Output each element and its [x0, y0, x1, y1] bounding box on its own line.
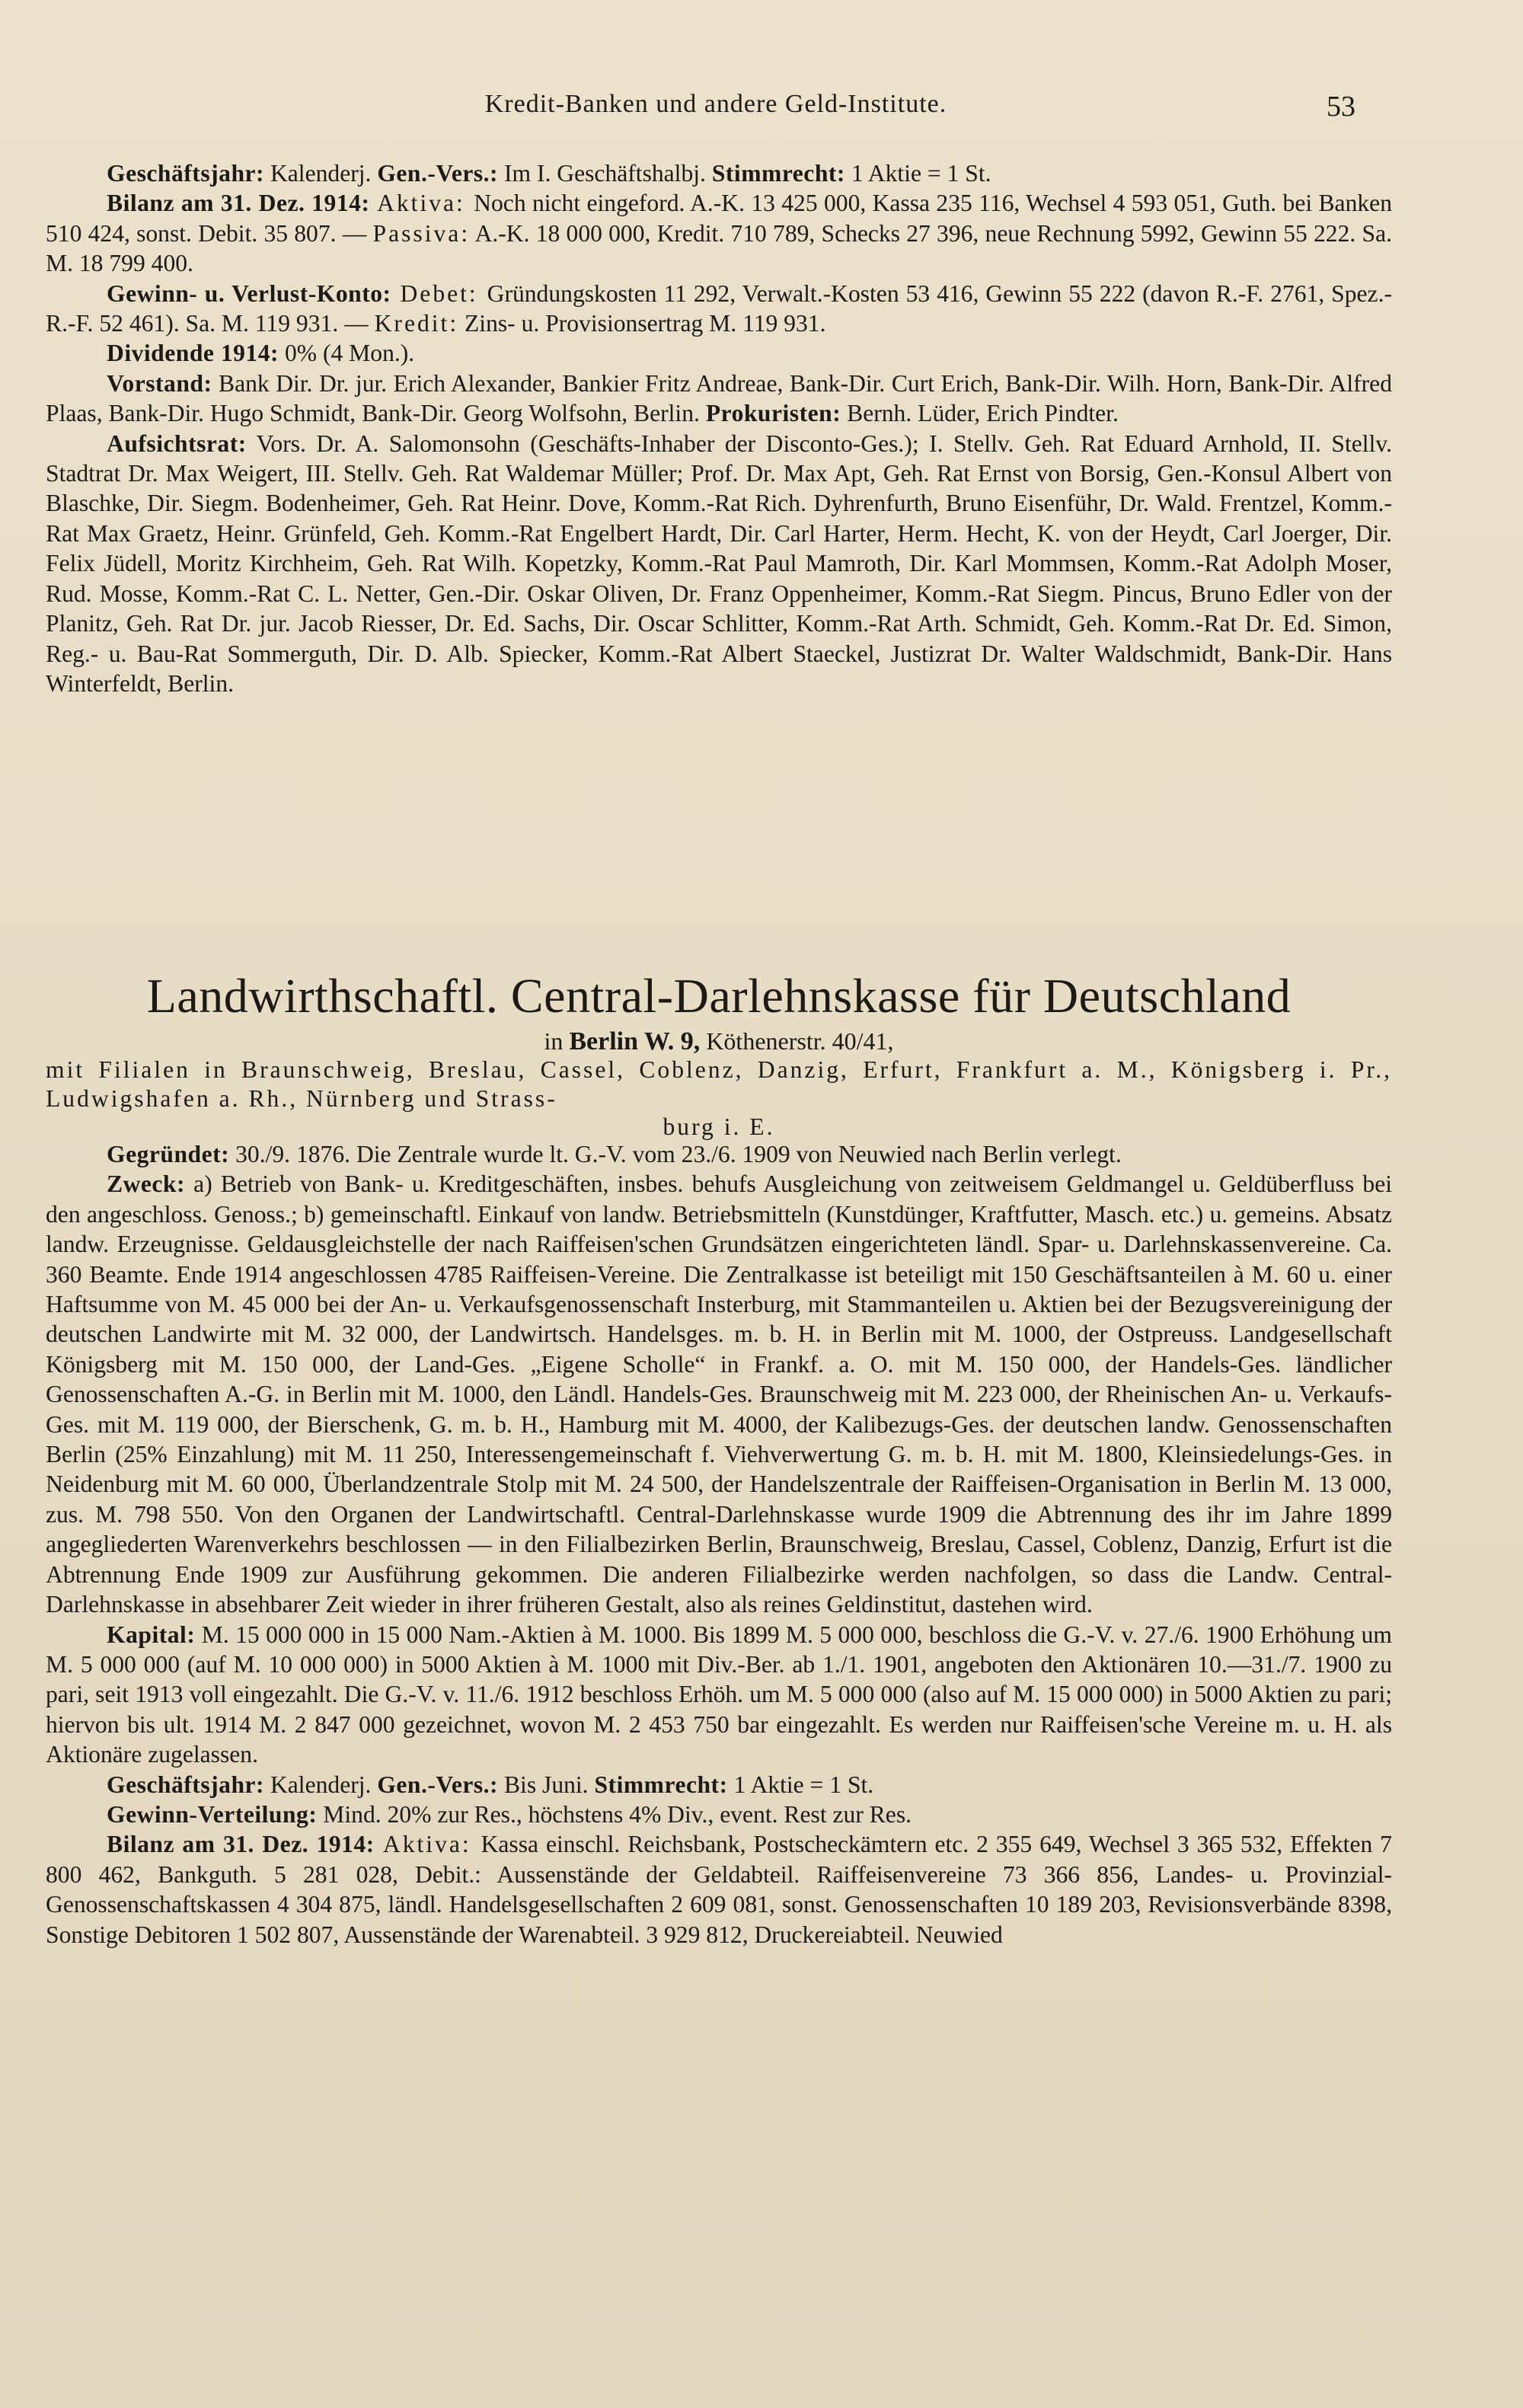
text-zweck: a) Betrieb von Bank- u. Kreditgeschäften, insbes. behufs Ausgleichung von zeitweisem Geldmangel u. Geldüberfluss bei den angeschloss. Genoss.; b) gemeinschaftl. Einkauf von landw. Betriebsmitteln (Kunstdünger, Kraftfutter, Masch. etc.) u. gemeins. Absatz landw. Erzeugnisse. Geldausgleichstelle der nach Raiffeisen'schen Grundsätzen eingerichteten ländl. Spar- u. Darlehnskassenvereine. Ca. 360 Beamte. Ende 1914 angeschlossen 4785 Raiffeisen-Vereine. Die Zentralkasse ist beteiligt mit 150 Geschäftsanteilen à M. 60 u. einer Haftsumme von M. 45 000 bei der An- u. Verkaufsgenossenschaft Insterburg, mit Stammanteilen u. Aktien bei der Bezugsvereinigung der deutschen Landwirte mit M. 32 000, der Landwirtsch. Handelsges. m. b. H. in Berlin mit M. 1000, der Ostpreuss. Landgesellschaft Königsberg mit M. 150 000, der Land-Ges. „Eigene Scholle“ in Frankf. a. O. mit M. 150 000, der Handels-Ges. ländlicher Genossenschaften A.-G. in Berlin mit M. 1000, den Ländl. Handels-Ges. Braunschweig mit M. 223 000, der Rheinischen An- u. Verkaufs-Ges. mit M. 119 000, der Bierschenk, G. m. b. H., Hamburg mit M. 4000, der Kalibezugs-Ges. der deutschen landw. Genossenschaften Berlin (25% Einzahlung) mit M. 11 250, Interessengemeinschaft f. Viehverwertung G. m. b. H. mit M. 1800, Kleinsiedelungs-Ges. in Neidenburg mit M. 60 000, Überlandzentrale Stolp mit M. 24 500, der Handelszentrale der Raiffeisen-Organisation in Berlin M. 13 000, zus. M. 798 550. Von den Organen der Landwirtschaftl. Central-Darlehnskasse wurde 1909 die Abtrennung des ihr im Jahre 1899 angegliederten Warenverkehrs beschlossen — in den Filialbezirken Berlin, Braunschweig, Breslau, Cassel, Coblenz, Danzig, Erfurt ist die Abtrennung Ende 1909 zur Ausführung gekommen. Die anderen Filialbezirke werden nachfolgen, so dass die Landw. Central-Darlehnskasse in absehbarer Zeit wieder in ihrer früheren Gestalt, also als reines Geldinstitut, dastehen wird. [46, 1170, 1392, 1618]
label-bilanz: Bilanz am 31. Dez. 1914: [107, 190, 370, 217]
founded-line [46, 1139, 1392, 1169]
purpose-paragraph [46, 1169, 1392, 1619]
label-gegruendet: Gegründet: [107, 1141, 230, 1167]
page-number: 53 [1327, 91, 1355, 123]
text-kapital: M. 15 000 000 in 15 000 Nam.-Aktien à M. 1000. Bis 1899 M. 5 000 000, beschloss die G.-V. v. 27./6. 1900 Erhöhung um M. 5 000 000 (auf M. 10 000 000) in 5000 Aktien à M. 1000 mit Div.-Ber. ab 1./1. 1901, angeboten den Aktionären 10.—31./7. 1900 zu pari, seit 1913 voll eingezahlt. Die G.-V. v. 11./6. 1912 beschloss Erhöh. um M. 5 000 000 (also auf M. 15 000 000) in 5000 Aktien zu pari; hiervon bis ult. 1914 M. 2 847 000 gezeichnet, wovon M. 2 453 750 bar eingezahlt. Es werden nur Raiffeisen'sche Vereine m. u. H. als Aktionäre zugelassen. [46, 1621, 1392, 1768]
text-stimmrecht-2: 1 Aktie = 1 St. [727, 1771, 874, 1798]
text-aktiva-2: Kassa einschl. Reichsbank, Postscheckämtern etc. 2 355 649, Wechsel 3 365 532, Effekten 7 800 462, Bankguth. 5 281 028, Debit.: Aussenstände der Geldabteil. Raiffeisenvereine 73 366 856, Landes- u. Provinzial-Genossenschaftskassen 4 304 875, ländl. Handelsgesellschaften 2 609 081, sonst. Genossenschaften 10 189 203, Revisionsverbände 8398, Sonstige Debitoren 1 502 807, Aussenstände der Warenabteil. 3 929 812, Druckereiabteil. Neuwied [46, 1831, 1392, 1948]
label-debet: Debet: [391, 279, 487, 307]
kredit-bank-entry [46, 158, 1392, 698]
dividend-line [46, 338, 1392, 368]
text-aktiva: Noch nicht eingeford. A.-K. 13 425 000, Kassa 235 116, Wechsel 4 593 051, Guth. bei Banken 510 424, sonst. Debit. 35 807. — [46, 190, 1392, 247]
label-kapital: Kapital: [107, 1621, 196, 1648]
label-stimmrecht-2: Stimmrecht: [594, 1771, 728, 1798]
label-bilanz-2: Bilanz am 31. Dez. 1914: [107, 1831, 375, 1858]
business-year-line-2 [46, 1770, 1392, 1800]
balance-sheet [46, 188, 1392, 278]
label-kredit: Kredit: [374, 310, 459, 337]
running-head: Kredit-Banken und andere Geld-Institute. [484, 90, 947, 118]
label-gen-vers-2: Gen.-Vers.: [377, 1771, 499, 1798]
text-geschaeftsjahr: Kalenderj. [264, 160, 378, 187]
label-aufsichtsrat: Aufsichtsrat: [107, 430, 247, 457]
text-gen-vers: Im I. Geschäftshalbj. [498, 160, 712, 187]
profit-loss-account [46, 279, 1392, 339]
text-kredit: Zins- u. Provisionsertrag M. 119 931. [458, 310, 826, 337]
text-gegruendet: 30./9. 1876. Die Zentrale wurde lt. G.-V. vom 23./6. 1909 von Neuwied nach Berlin verlegt. [229, 1141, 1122, 1167]
location-address: Köthenerstr. 40/41, [700, 1027, 894, 1055]
branches-main: mit Filialen in Braunschweig, Breslau, Cassel, Coblenz, Danzig, Erfurt, Frankfurt a. M., Königsberg i. Pr., Ludwigshafen a. Rh., Nürnberg und Strass- [46, 1056, 1392, 1112]
capital-paragraph [46, 1620, 1392, 1770]
label-prokuristen: Prokuristen: [705, 400, 841, 427]
text-passiva: A.-K. 18 000 000, Kredit. 710 789, Schecks 27 396, neue Rechnung 5992, Gewinn 55 222. Sa. M. 18 799 400. [46, 219, 1392, 277]
label-gen-vers: Gen.-Vers.: [377, 160, 499, 187]
label-aktiva: Aktiva: [369, 190, 474, 217]
text-gewinn-verteilung: Mind. 20% zur Res., höchstens 4% Div., event. Rest zur Res. [317, 1800, 912, 1828]
text-stimmrecht: 1 Aktie = 1 St. [845, 160, 991, 187]
profit-distribution-line [46, 1800, 1392, 1829]
text-prokuristen: Bernh. Lüder, Erich Pindter. [841, 400, 1119, 427]
label-stimmrecht: Stimmrecht: [711, 160, 845, 187]
location-prefix: in [544, 1027, 570, 1055]
branches-list [46, 1055, 1392, 1142]
label-vorstand: Vorstand: [107, 369, 212, 397]
label-geschaeftsjahr: Geschäftsjahr: [107, 160, 265, 187]
text-vorstand: Bank Dir. Dr. jur. Erich Alexander, Bankier Fritz Andreae, Bank-Dir. Curt Erich, Bank-Dir. Wilh. Horn, Bank-Dir. Alfred Plaas, Bank-Dir. Hugo Schmidt, Bank-Dir. Georg Wolfsohn, Berlin. [46, 369, 1392, 427]
text-dividende: 0% (4 Mon.). [279, 340, 415, 367]
label-geschaeftsjahr-2: Geschäftsjahr: [107, 1771, 265, 1798]
label-passiva: Passiva: [372, 219, 471, 247]
business-year-line [46, 158, 1392, 188]
text-debet: Gründungskosten 11 292, Verwalt.-Kosten 53 416, Gewinn 55 222 (davon R.-F. 2761, Spez.-R.-F. 52 461). Sa. M. 119 931. — [46, 279, 1392, 337]
label-dividende: Dividende 1914: [107, 340, 279, 367]
institution-location [46, 1027, 1392, 1056]
branches-last: burg i. E. [663, 1113, 775, 1140]
institution-heading: Landwirthschaftl. Central-Darlehnskasse für Deutschland [146, 969, 1292, 1023]
label-gewinn-verteilung: Gewinn-Verteilung: [107, 1800, 318, 1828]
text-geschaeftsjahr-2: Kalenderj. [264, 1771, 378, 1798]
balance-sheet-2 [46, 1829, 1392, 1950]
text-gen-vers-2: Bis Juni. [498, 1771, 595, 1798]
darlehnskasse-entry [46, 1139, 1392, 1950]
location-city: Berlin W. 9, [569, 1027, 701, 1055]
board-of-directors [46, 369, 1392, 429]
label-gewinn-verlust: Gewinn- u. Verlust-Konto: [107, 279, 391, 307]
text-aufsichtsrat: Vors. Dr. A. Salomonsohn (Geschäfts-Inhaber der Disconto-Ges.); I. Stellv. Geh. Rat Eduard Arnhold, II. Stellv. Stadtrat Dr. Max Weigert, III. Stellv. Geh. Rat Waldemar Müller; Prof. Dr. Max Apt, Geh. Rat Ernst von Borsig, Gen.-Konsul Albert von Blaschke, Dir. Siegm. Bodenheimer, Geh. Rat Heinr. Dove, Komm.-Rat Rich. Dyhrenfurth, Bruno Eisenführ, Dr. Wald. Frentzel, Komm.-Rat Max Graetz, Heinr. Grünfeld, Geh. Komm.-Rat Engelbert Hardt, Dir. Carl Harter, Herm. Hecht, K. von der Heydt, Carl Joerger, Dir. Felix Jüdell, Moritz Kirchheim, Geh. Rat Wilh. Kopetzky, Komm.-Rat Paul Mamroth, Dir. Karl Mommsen, Komm.-Rat Adolph Moser, Rud. Mosse, Komm.-Rat C. L. Netter, Gen.-Dir. Oskar Oliven, Dr. Franz Oppenheimer, Komm.-Rat Siegm. Pincus, Bruno Edler von der Planitz, Geh. Rat Dr. jur. Jacob Riesser, Dr. Ed. Sachs, Dir. Oscar Schlitter, Komm.-Rat Arth. Schmidt, Geh. Komm.-Rat Dr. Ed. Simon, Reg.- u. Bau-Rat Sommerguth, Dir. D. Alb. Spiecker, Komm.-Rat Albert Staeckel, Justizrat Dr. Walter Waldschmidt, Bank-Dir. Hans Winterfeldt, Berlin. [46, 430, 1392, 697]
supervisory-board [46, 429, 1392, 699]
label-aktiva-2: Aktiva: [374, 1831, 481, 1858]
label-zweck: Zweck: [107, 1170, 186, 1198]
